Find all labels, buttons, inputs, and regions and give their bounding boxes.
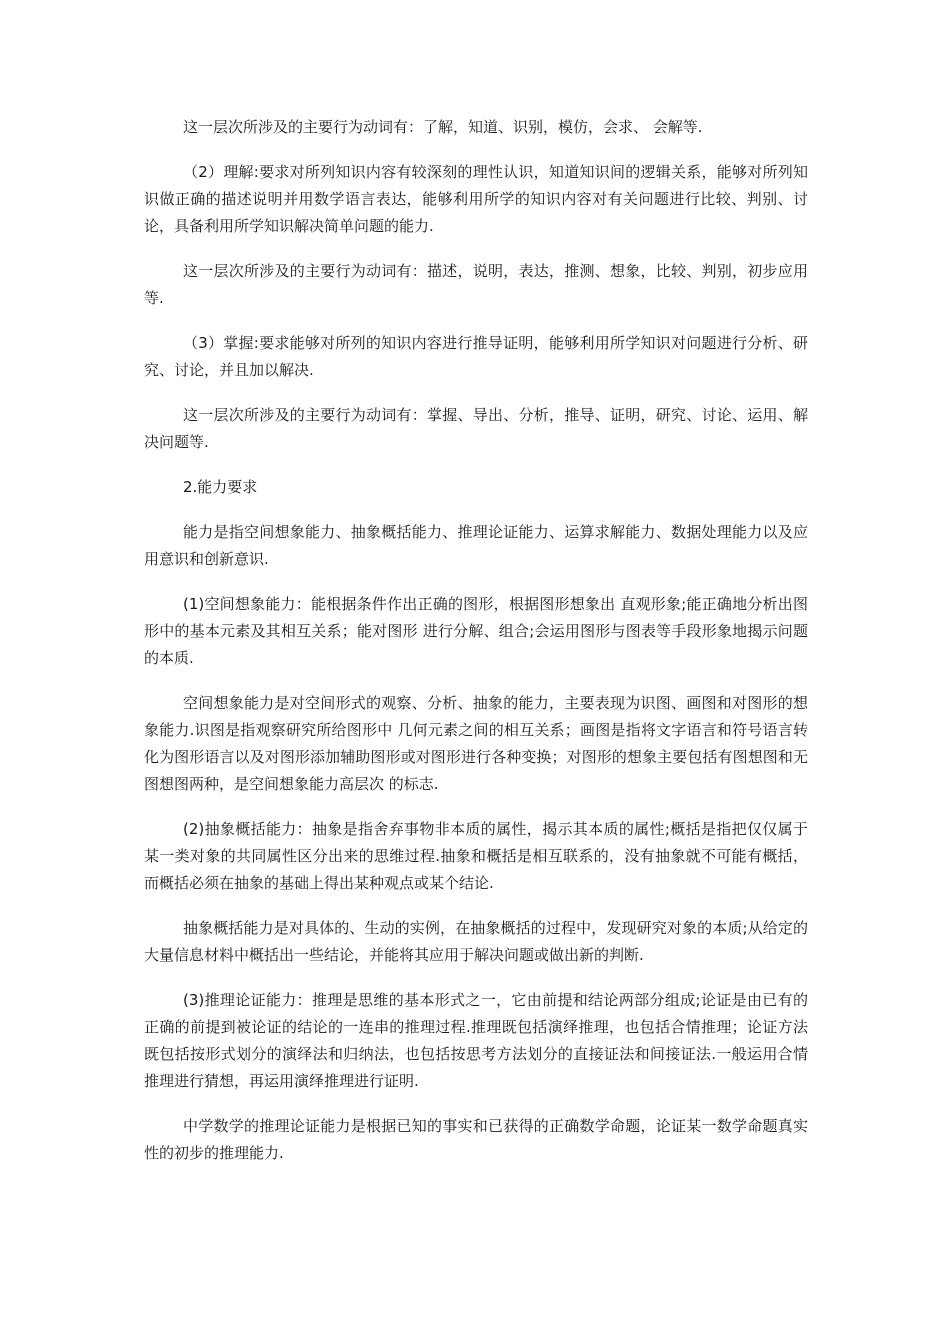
- paragraph: 空间想象能力是对空间形式的观察、分析、抽象的能力，主要表现为识图、画图和对图形的想象能力.识图是指观察研究所给图形中 几何元素之间的相互关系；画图是指将文字语言和符号语言转化为图形语言以及对图形添加辅助图形或对图形进行各种变换；对图形的想象主要包括有图想图和无图想图两种，是空间想象能力高层次 的标志.: [144, 694, 808, 793]
- paragraph: (2)抽象概括能力：抽象是指舍弃事物非本质的属性，揭示其本质的属性;概括是指把仅仅属于某一类对象的共同属性区分出来的思维过程.抽象和概括是相互联系的，没有抽象就不可能有概括，而概括必须在抽象的基础上得出某种观点或某个结论.: [144, 820, 808, 892]
- paragraph: （2）理解:要求对所列知识内容有较深刻的理性认识，知道知识间的逻辑关系，能够对所列知识做正确的描述说明并用数学语言表达，能够利用所学的知识内容对有关问题进行比较、判别、讨论，具备利用所学知识解决简单问题的能力.: [144, 163, 808, 235]
- section-heading: 2.能力要求: [183, 478, 258, 496]
- paragraph: 这一层次所涉及的主要行为动词有：了解，知道、识别，模仿，会求、 会解等.: [183, 118, 703, 136]
- paragraph: (3)推理论证能力：推理是思维的基本形式之一，它由前提和结论两部分组成;论证是由已有的正确的前提到被论证的结论的一连串的推理过程.推理既包括演绎推理，也包括合情推理；论证方法既包括按形式划分的演绎法和归纳法，也包括按思考方法划分的直接证法和间接证法.一般运用合情推理进行猜想，再运用演绎推理进行证明.: [144, 991, 808, 1090]
- paragraph: 抽象概括能力是对具体的、生动的实例，在抽象概括的过程中，发现研究对象的本质;从给定的大量信息材料中概括出一些结论，并能将其应用于解决问题或做出新的判断.: [144, 919, 808, 964]
- document-body: [144, 114, 808, 1185]
- paragraph: 中学数学的推理论证能力是根据已知的事实和已获得的正确数学命题，论证某一数学命题真实性的初步的推理能力.: [144, 1117, 808, 1162]
- paragraph: 这一层次所涉及的主要行为动词有：描述，说明，表达，推测、想象，比较、判别，初步应用等.: [144, 262, 808, 307]
- paragraph: 能力是指空间想象能力、抽象概括能力、推理论证能力、运算求解能力、数据处理能力以及应用意识和创新意识.: [144, 523, 808, 568]
- paragraph: （3）掌握:要求能够对所列的知识内容进行推导证明，能够利用所学知识对问题进行分析、研究、讨论，并且加以解决.: [144, 334, 808, 379]
- paragraph: 这一层次所涉及的主要行为动词有：掌握、导出、分析，推导、证明，研究、讨论、运用、解决问题等.: [144, 406, 808, 451]
- paragraph: (1)空间想象能力：能根据条件作出正确的图形，根据图形想象出 直观形象;能正确地分析出图形中的基本元素及其相互关系；能对图形 进行分解、组合;会运用图形与图表等手段形象地揭示问题的本质.: [144, 595, 808, 667]
